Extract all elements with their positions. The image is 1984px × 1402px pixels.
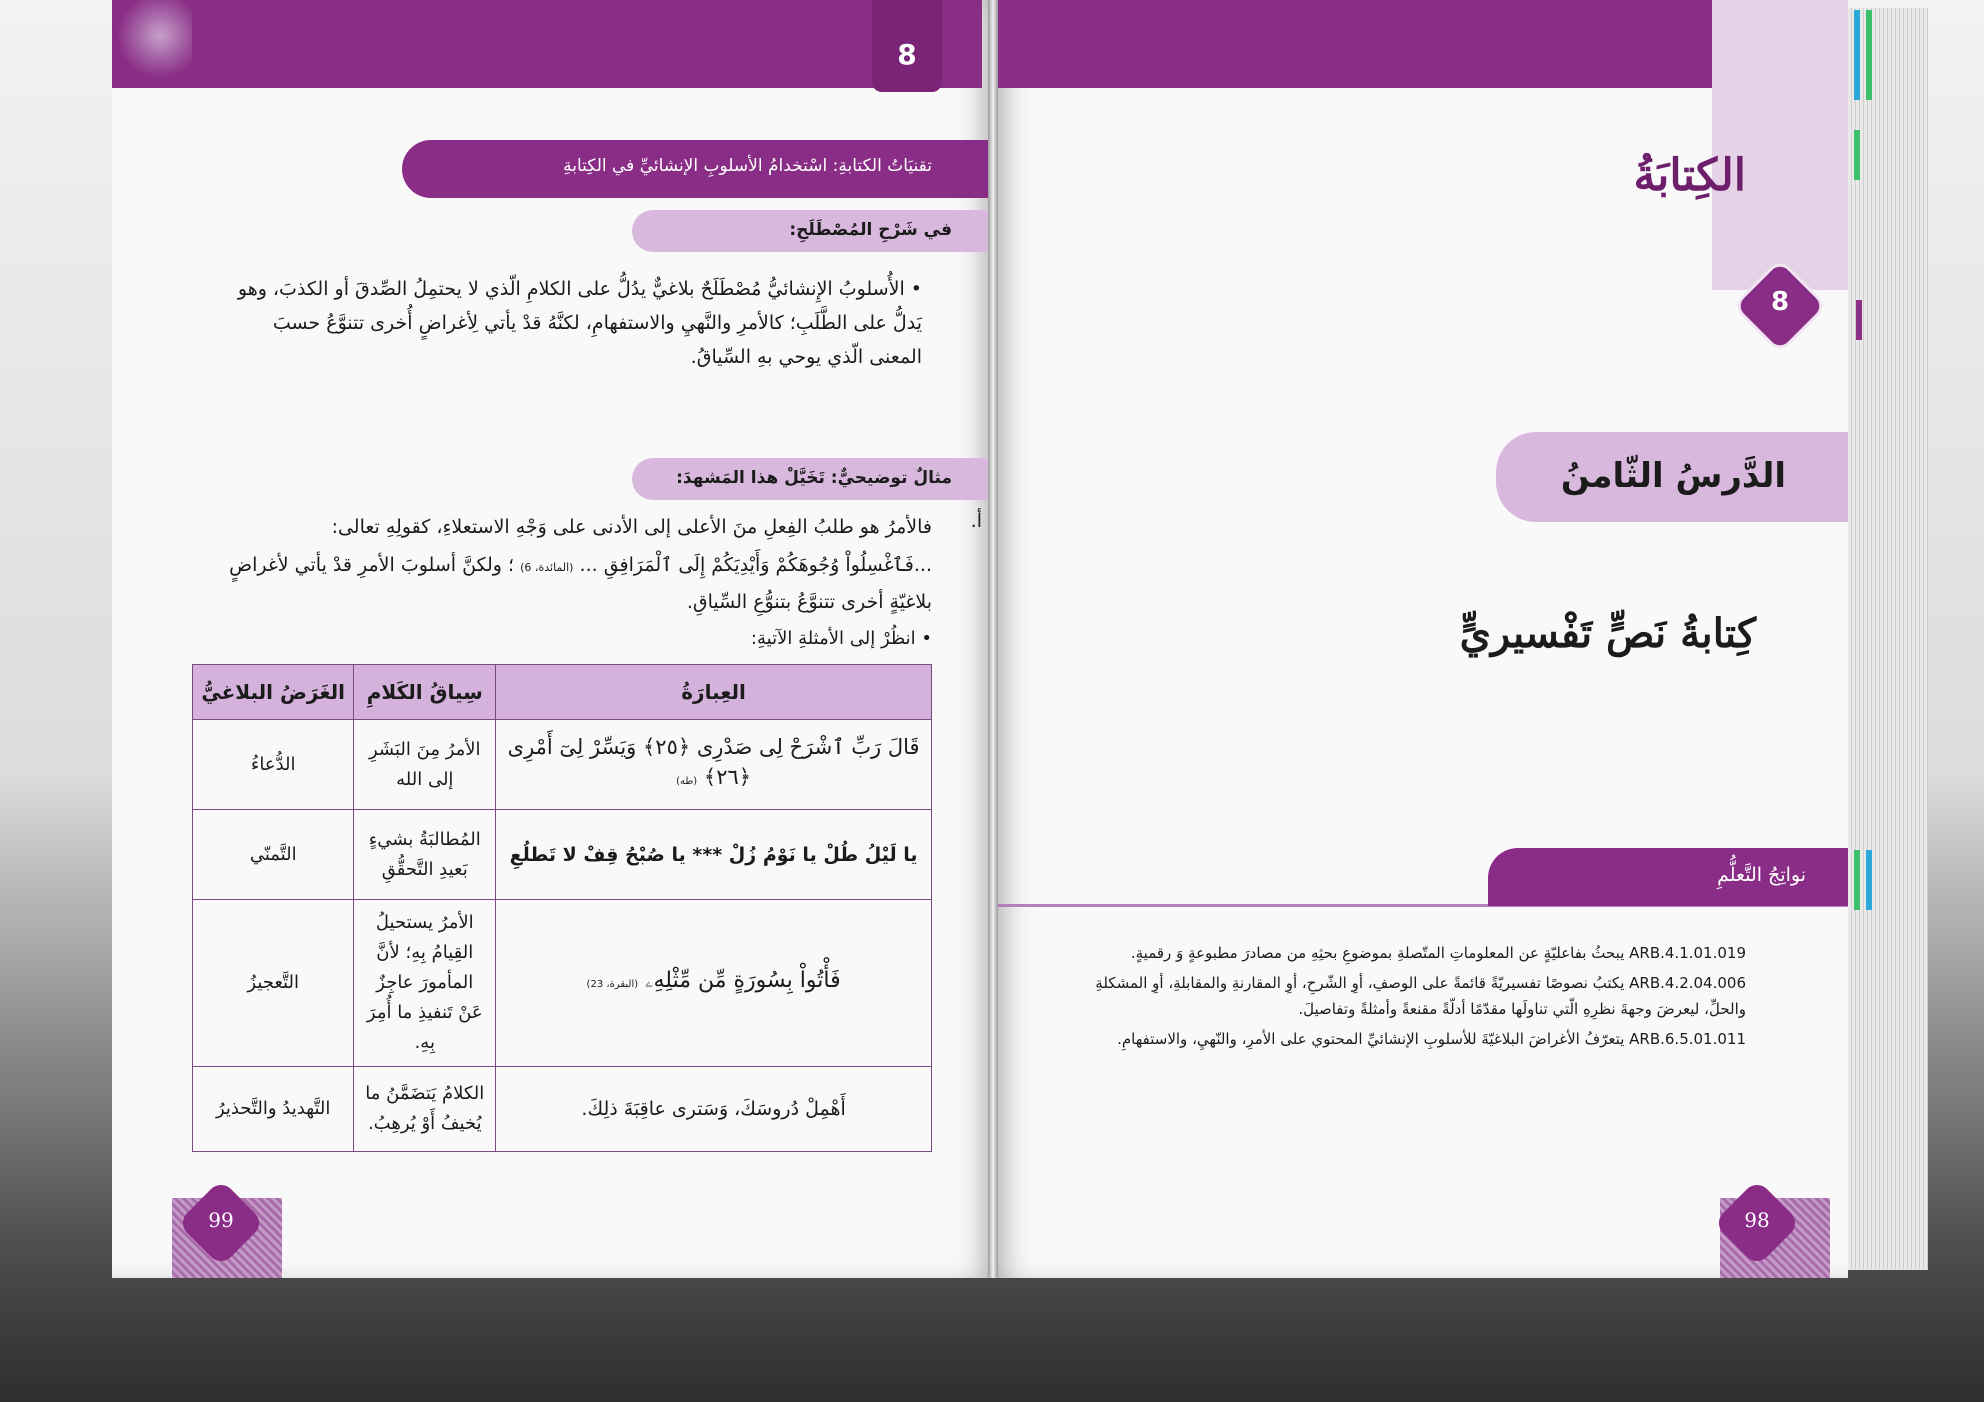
purpose-cell: الدُّعاءُ xyxy=(193,720,354,810)
purpose-cell: التَّهديدُ والتَّحذيرُ xyxy=(193,1067,354,1152)
outcomes-label: نواتِجُ التَّعلُّمِ xyxy=(1717,864,1806,886)
context-cell: المُطالبَةُ بشيءٍ بَعيدِ التَّحقُّقِ xyxy=(354,810,496,900)
phrase-cell: يا لَيْلُ طُلْ يا نَوْمُ زُلْ *** يا صُبْحُ قِفْ لا تَطلُعِ xyxy=(496,810,932,900)
right-page-number: 98 xyxy=(1744,1208,1770,1232)
phrase-cell: قَالَ رَبِّ ٱشْرَحْ لِى صَدْرِى ﴿٢٥﴾ وَيَسِّرْ لِىٓ أَمْرِى ﴿٢٦﴾ (طه) xyxy=(496,720,932,810)
table-header-row xyxy=(193,665,932,720)
context-cell: الأمرُ مِنَ البَشَرِ إلى الله xyxy=(354,720,496,810)
table-row xyxy=(193,810,932,900)
example-heading: مثالٌ توضيحيٌّ: تَخَيَّلْ هذا المَشهدَ: xyxy=(676,468,952,488)
item-a-marker: أ. xyxy=(970,510,982,532)
item-a-continuation: ؛ ولكنَّ أسلوبَ الأمرِ قدْ يأتي لأغراضٍ بلاغيّةٍ أخرى تتنوَّعُ بتنوُّعِ السِّياقِ. xyxy=(229,554,932,613)
term-definition: • الأُسلوبُ الإِنشائيُّ مُصْطَلَحٌ بلاغيٌّ يدُلُّ على الكلامِ الّذي لا يحتمِلُ الصِّدقَ أو الكذبَ، وهو يَدلُّ على الطَّلَبِ؛ كالأمرِ والنَّهيِ والاستفهامِ، لكنَّهُ قدْ يأتي لِأغراضٍ أُخرى تتنوَّعُ حسبَ المعنى الّذي يوحي بهِ السِّياقُ. xyxy=(237,278,922,368)
header-purpose: الغَرَضُ البلاغيُّ xyxy=(193,665,354,720)
page-edges xyxy=(1848,8,1928,1270)
table-row xyxy=(193,720,932,810)
right-page xyxy=(996,0,1848,1278)
phrase-cell: فَأْتُواْ بِسُورَةٍ مِّن مِّثْلِهِۦ (البقرة، 23) xyxy=(496,900,932,1067)
item-a-text: فالأمرُ هو طلبُ الفِعلِ منَ الأعلى إلى الأدنى على وَجْهِ الاستعلاءِ، كقولِهِ تعالى: xyxy=(331,516,932,538)
look-instruction: • انظُرْ إلى الأمثلةِ الآتيةِ: xyxy=(750,628,932,649)
phrase-cell: أَهْمِلْ دُروسَكَ، وَسَترى عاقِبَةَ ذلِكَ. xyxy=(496,1067,932,1152)
edge-tab-green-3 xyxy=(1854,850,1860,910)
left-page xyxy=(112,0,992,1278)
outcome-item: ARB.6.5.01.011 يتعرّفُ الأغراضَ البلاغيّةَ للأسلوبِ الإنشائيِّ المحتوي على الأمرِ، والنّهيِ، والاستفهامِ. xyxy=(1117,1030,1746,1048)
circle-pattern-ornament xyxy=(112,0,192,88)
edge-tab-green xyxy=(1866,10,1872,100)
edge-tab-blue-2 xyxy=(1866,850,1872,910)
item-a-reference: (المائدة، 6) xyxy=(520,561,574,574)
outcome-item: ARB.4.1.01.019 يبحثُ بفاعليّةٍ عن المعلوماتِ المتّصلةِ بموضوعِ بحثِهِ من مصادرَ مطبوعةٍ وَ رقميةٍ. xyxy=(1130,944,1746,962)
edge-tab-purple xyxy=(1856,300,1862,340)
table-row xyxy=(193,900,932,1067)
chapter-number: 8 xyxy=(897,38,917,71)
term-heading: في شَرْحِ المُصْطَلَحِ: xyxy=(789,220,952,240)
table-row xyxy=(193,1067,932,1152)
book-spine xyxy=(988,0,998,1278)
context-cell: الكلامُ يَتضَمَّنُ ما يُخيفُ أَوْ يُرهِبُ. xyxy=(354,1067,496,1152)
lesson-title: كِتابةُ نَصٍّ تَفْسيريٍّ xyxy=(1459,610,1756,657)
purpose-cell: التَّعجيزُ xyxy=(193,900,354,1067)
examples-table xyxy=(192,664,932,1152)
item-a-verse: ...فَٱغْسِلُواْ وُجُوهَكُمْ وَأَيْدِيَكُمْ إِلَى ٱلْمَرَافِقِ ... xyxy=(579,554,932,576)
chapter-title: الكِتابَةُ xyxy=(1633,150,1746,201)
header-phrase: العِبارَةُ xyxy=(496,665,932,720)
item-a-verse-line xyxy=(202,548,932,619)
header-context: سِياقُ الكَلامِ xyxy=(354,665,496,720)
unit-number: 8 xyxy=(1770,287,1790,317)
context-cell: الأمرُ يستحيلُ القِيامُ بِهِ؛ لأنَّ المأمورَ عاجِزٌ عَنْ تَنفيذِ ما أُمِرَ بِهِ. xyxy=(354,900,496,1067)
outcome-item: ARB.4.2.04.006 يكتبُ نصوصًا تفسيريّةً قائمةً على الوصفِ، أوِ الشّرحِ، أوِ المقارنةِ والمقابلةِ، أوِ المشكلةِ والحلِّ، ليعرضَ وجهةَ نظرِهِ الّتي تناولَها مقدّمًا أدلّةً مقنعةً وأمثلةً وتفاصيلَ. xyxy=(1095,974,1746,1018)
edge-tab-blue xyxy=(1854,10,1860,100)
title-tab xyxy=(1712,0,1848,290)
edge-tab-green-2 xyxy=(1854,130,1860,180)
section-banner-text: تقنيَاتُ الكتابةِ: اسْتخدامُ الأسلوبِ الإنشائيِّ في الكِتابةِ xyxy=(563,156,932,176)
purpose-cell: التَّمنّي xyxy=(193,810,354,900)
left-top-band xyxy=(192,0,982,88)
lesson-label: الدَّرسُ الثّامنُ xyxy=(1560,456,1786,496)
left-page-number: 99 xyxy=(208,1208,234,1232)
